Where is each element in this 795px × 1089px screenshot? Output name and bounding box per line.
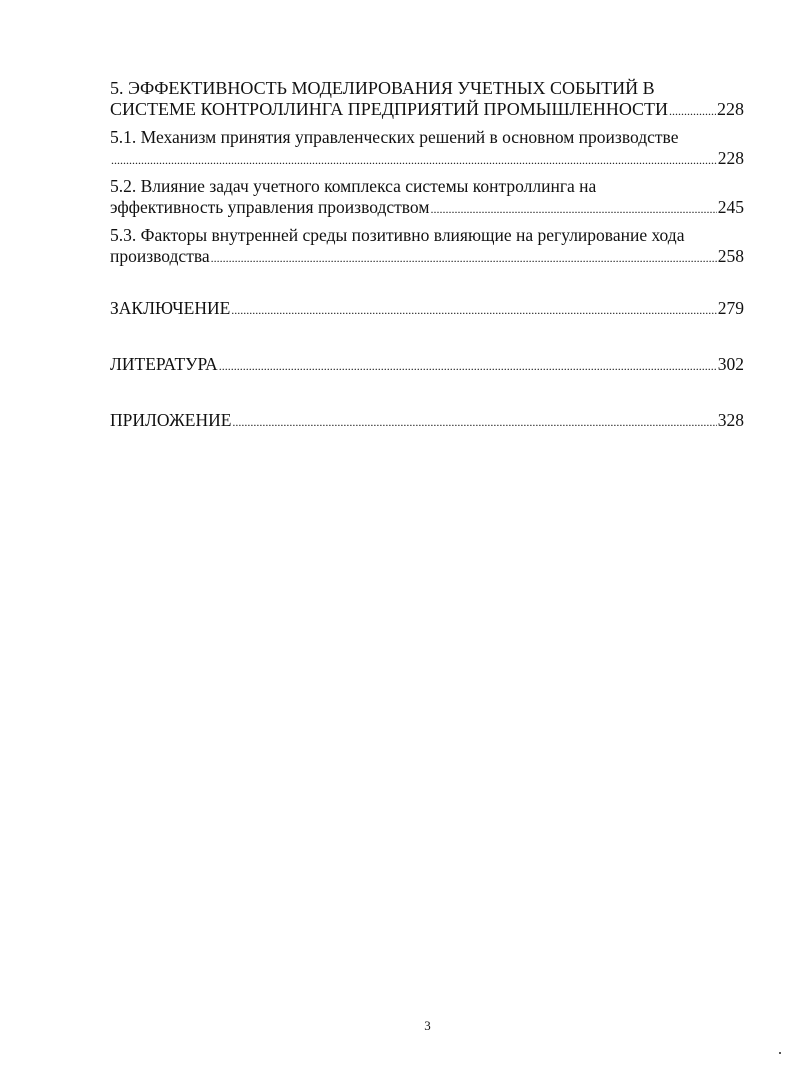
toc-entry-section-5-3[interactable] xyxy=(110,225,744,269)
scan-artifact-dot xyxy=(779,1052,781,1054)
toc-page-number: 258 xyxy=(717,246,744,266)
toc-entry-section-5-1[interactable] xyxy=(110,127,744,171)
toc-page-number: 279 xyxy=(717,298,744,318)
toc-entry-title-continuation: производства xyxy=(110,246,210,266)
dot-leader xyxy=(669,101,716,122)
dot-leader xyxy=(111,150,717,171)
toc-entry-title: ЗАКЛЮЧЕНИЕ xyxy=(110,298,231,318)
toc-entry-title-continuation: СИСТЕМЕ КОНТРОЛЛИНГА ПРЕДПРИЯТИЙ ПРОМЫШЛЕННОСТИ xyxy=(110,99,669,119)
toc-entry-title-line-final xyxy=(110,148,744,171)
toc-entry-title-line: 5.1. Механизм принятия управленческих решений в основном производстве xyxy=(110,127,679,147)
toc-page-number: 245 xyxy=(717,197,744,217)
toc-entry-title-continuation: эффективность управления производством xyxy=(110,197,430,217)
toc-entry-appendix[interactable] xyxy=(110,410,744,433)
toc-entry-title: ПРИЛОЖЕНИЕ xyxy=(110,410,232,430)
toc-entry-literature[interactable] xyxy=(110,354,744,377)
toc-page-number: 328 xyxy=(717,410,744,430)
toc-entry-title-line: 5.2. Влияние задач учетного комплекса системы контроллинга на xyxy=(110,176,597,196)
toc-entry-title-line-final xyxy=(110,99,744,122)
dot-leader xyxy=(219,356,717,377)
toc-entry-title: ЛИТЕРАТУРА xyxy=(110,354,218,374)
table-of-contents xyxy=(110,78,744,433)
toc-entry-title-line: 5.3. Факторы внутренней среды позитивно влияющие на регулирование хода xyxy=(110,225,685,245)
toc-entry-section-5-2[interactable] xyxy=(110,176,744,220)
toc-page-number: 228 xyxy=(717,148,744,168)
toc-entry-conclusion[interactable] xyxy=(110,298,744,321)
toc-entry-title-line: 5. ЭФФЕКТИВНОСТЬ МОДЕЛИРОВАНИЯ УЧЕТНЫХ СОБЫТИЙ В xyxy=(110,78,655,98)
dot-leader xyxy=(231,300,716,321)
dot-leader xyxy=(232,412,716,433)
page-number: 3 xyxy=(424,1018,431,1033)
toc-entry-chapter-5[interactable] xyxy=(110,78,744,122)
toc-page-number: 302 xyxy=(717,354,744,374)
dot-leader xyxy=(211,248,717,269)
toc-entry-title-line-final xyxy=(110,197,744,220)
toc-entry-title-line-final xyxy=(110,246,744,269)
dot-leader xyxy=(430,199,716,220)
toc-page-number: 228 xyxy=(717,99,744,119)
